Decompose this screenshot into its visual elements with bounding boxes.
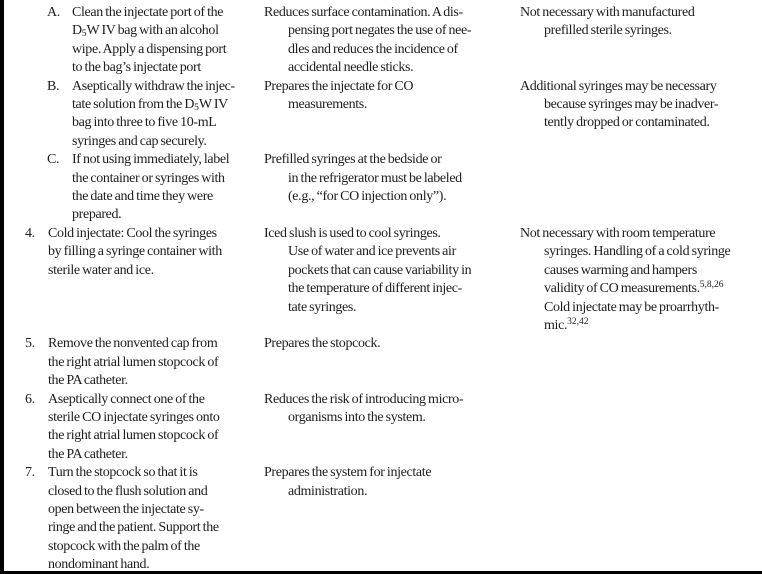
step-cell [0, 335, 258, 390]
step-cell [0, 391, 258, 465]
rationale-cell [258, 335, 518, 390]
step-marker: C. [47, 152, 60, 168]
rationale-cell [258, 151, 518, 225]
step-text: Turn the stopcock so that it is closed to the flush solution and open between the injectate sy- ringe and the patient. Support the stopcock with the palm of the nondominant hand. [48, 465, 219, 573]
step-marker: 7. [25, 465, 35, 481]
considerations-cell [518, 464, 758, 574]
rationale-text: Prepares the injectate for CO measurements. [264, 78, 414, 113]
step-cell [0, 78, 258, 152]
step-marker: 5. [25, 336, 35, 352]
considerations-text: Not necessary with manufactured prefilled sterile syringes. [520, 5, 695, 39]
rationale-text: Reduces the risk of introducing micro- organisms into the system. [264, 391, 464, 425]
rationale-cell [258, 225, 518, 335]
step-cell [0, 225, 258, 335]
step-cell [0, 4, 258, 78]
step-text: Aseptically withdraw the injec- tate solution from the $D_5W$ IV bag into three to five 10-mL syringes and cap securely. [72, 78, 235, 149]
step-text: Clean the injectate port of the $D_5W$ IV bag with an alcohol wipe. Apply a dispensing port to the bag’s injectate port [72, 5, 227, 76]
step-text: If not using immediately, label the container or syringes with the date and time they were prepared. [72, 152, 230, 223]
step-marker: A. [47, 5, 60, 20]
rationale-cell [258, 78, 518, 152]
step-text: Remove the nonvented cap from the right atrial lumen stopcock of the PA catheter. [48, 336, 219, 389]
considerations-cell [518, 225, 758, 335]
considerations-text: Additional syringes may be necessary because syringes may be inadver- tently dropped or contaminated. [520, 78, 719, 131]
step-marker: 6. [25, 391, 35, 407]
rationale-text: Prepares the stopcock. [264, 336, 381, 352]
considerations-cell [518, 78, 758, 152]
rationale-cell [258, 4, 518, 78]
considerations-cell [518, 391, 758, 465]
rationale-cell [258, 391, 518, 465]
considerations-cell [518, 151, 758, 225]
rationale-text: Prepares the system for injectate administration. [264, 465, 432, 499]
step-marker: B. [47, 78, 60, 94]
step-text: Aseptically connect one of the sterile CO injectate syringes onto the right atrial lumen stopcock of the PA catheter. [48, 391, 220, 462]
step-marker: 4. [25, 225, 35, 241]
step-text: Cold injectate: Cool the syringes by filling a syringe container with sterile water and ice. [48, 225, 222, 278]
step-cell [0, 151, 258, 225]
considerations-cell [518, 335, 758, 390]
rationale-text: Prefilled syringes at the bedside or in the refrigerator must be labeled (e.g., “for CO injection only”). [264, 152, 462, 205]
rationale-text: Iced slush is used to cool syringes. Use of water and ice prevents air pockets that can cause variability in the temperature of different injec- tate syringes. [264, 225, 472, 315]
considerations-text: Not necessary with room temperature syringes. Handling of a cold syringe causes warming and hampers validity of CO measurements.$^{5,8,26}$ Cold injectate may be proarrhyth- mic.$^{32,42}$ [520, 225, 731, 333]
rationale-text: Reduces surface contamination. A dis- pensing port negates the use of nee- dles and reduces the incidence of accidental needle sticks. [264, 5, 472, 76]
considerations-cell [518, 4, 758, 78]
rationale-cell [258, 464, 518, 574]
procedure-table [0, 4, 758, 574]
step-cell [0, 464, 258, 574]
